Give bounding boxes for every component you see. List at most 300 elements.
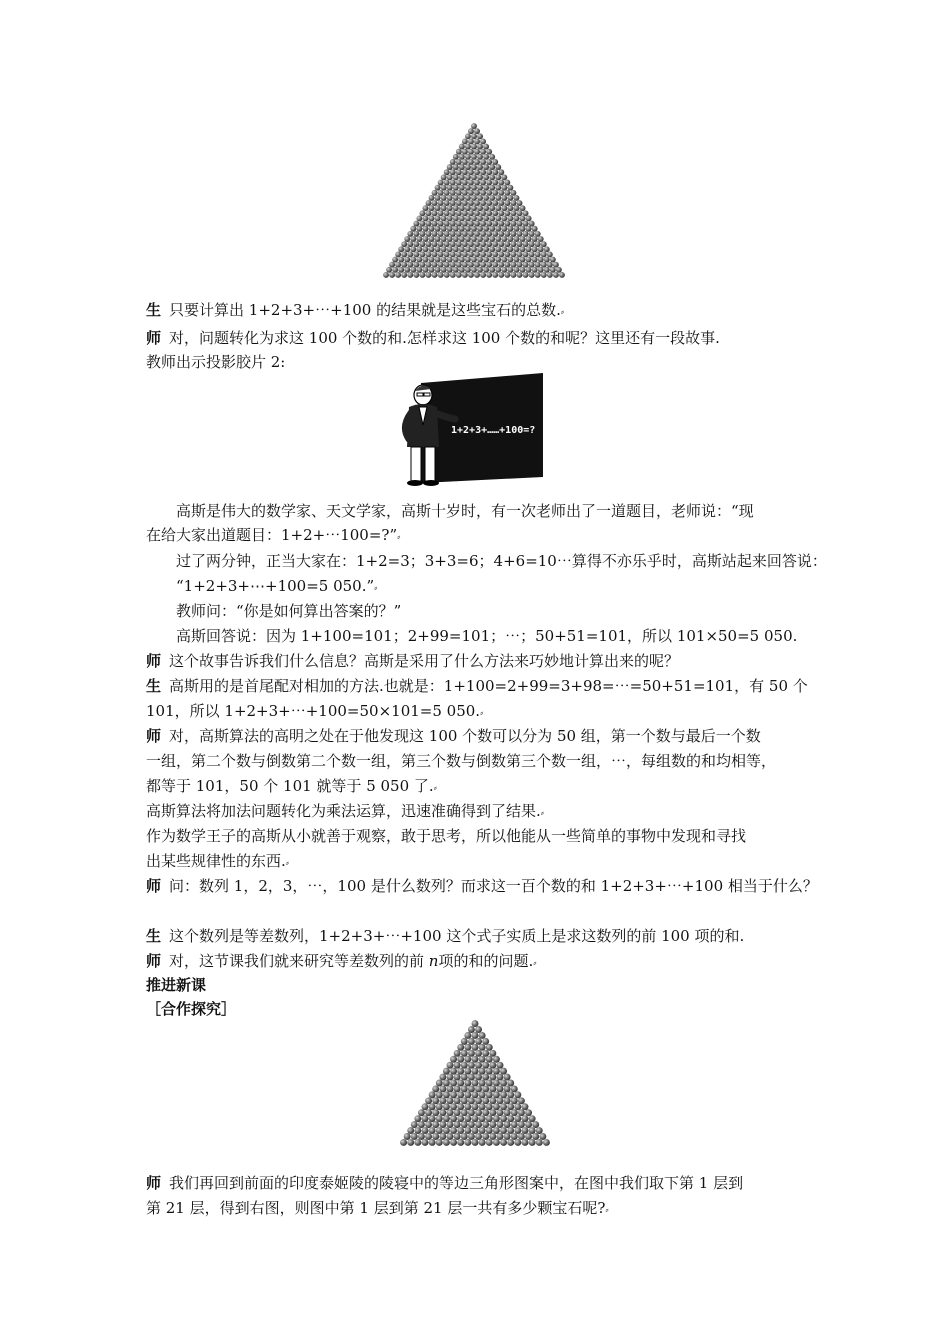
gem bbox=[462, 149, 468, 155]
gem bbox=[514, 236, 520, 242]
gem bbox=[459, 257, 465, 263]
gem bbox=[471, 144, 477, 150]
gem bbox=[465, 246, 471, 252]
gem bbox=[523, 221, 529, 227]
gem bbox=[538, 236, 544, 242]
gem bbox=[556, 267, 562, 273]
gem bbox=[471, 164, 477, 170]
gem bbox=[447, 1097, 454, 1104]
gem bbox=[432, 200, 438, 206]
gem bbox=[435, 246, 441, 252]
gem bbox=[429, 1115, 436, 1122]
gem bbox=[461, 1062, 468, 1069]
gem bbox=[489, 174, 495, 180]
line-summary-2a: 作为数学王子的高斯从小就善于观察，敢于思考，所以他能从一些简单的事物中发现和寻找 bbox=[146, 827, 747, 845]
gem bbox=[471, 174, 477, 180]
gem bbox=[456, 241, 462, 247]
gem bbox=[492, 251, 498, 257]
gem bbox=[475, 1097, 482, 1104]
gem bbox=[501, 195, 507, 201]
gem bbox=[435, 226, 441, 232]
gem bbox=[477, 216, 483, 222]
line-teacher-3c: 都等于 101，50 个 101 就等于 5 050 了.⸗ bbox=[146, 777, 438, 795]
gem bbox=[432, 1097, 439, 1104]
gem bbox=[544, 257, 550, 263]
gem bbox=[468, 262, 474, 268]
gem bbox=[497, 1074, 504, 1081]
gem bbox=[464, 1127, 471, 1134]
gem bbox=[529, 1127, 536, 1134]
gem bbox=[426, 200, 432, 206]
gem bbox=[429, 1139, 436, 1146]
gem bbox=[498, 221, 504, 227]
gem bbox=[465, 236, 471, 242]
gem bbox=[511, 1133, 518, 1140]
gem bbox=[500, 1068, 507, 1075]
gem bbox=[480, 272, 486, 278]
gem bbox=[498, 262, 504, 268]
gem bbox=[541, 251, 547, 257]
gem bbox=[447, 1109, 454, 1116]
gem bbox=[468, 1133, 475, 1140]
gem bbox=[441, 236, 447, 242]
gem bbox=[532, 226, 538, 232]
gem bbox=[461, 1097, 468, 1104]
gem bbox=[495, 164, 501, 170]
gem bbox=[471, 154, 477, 160]
gem bbox=[464, 1139, 471, 1146]
gem bbox=[436, 1115, 443, 1122]
gem bbox=[459, 174, 465, 180]
gem bbox=[492, 241, 498, 247]
gem bbox=[529, 221, 535, 227]
gem bbox=[489, 154, 495, 160]
gem bbox=[501, 267, 507, 273]
gem bbox=[535, 272, 541, 278]
gem bbox=[518, 1109, 525, 1116]
gem bbox=[493, 1068, 500, 1075]
gem bbox=[416, 267, 422, 273]
gem bbox=[468, 231, 474, 237]
gem bbox=[400, 1139, 407, 1146]
gem bbox=[436, 1080, 443, 1087]
gem bbox=[426, 241, 432, 247]
gem bbox=[474, 262, 480, 268]
gem bbox=[453, 226, 459, 232]
gem bbox=[453, 257, 459, 263]
gem bbox=[457, 1139, 464, 1146]
gem bbox=[550, 257, 556, 263]
gem bbox=[523, 231, 529, 237]
gem bbox=[486, 231, 492, 237]
gem bbox=[389, 272, 395, 278]
gem bbox=[479, 1032, 486, 1039]
gem bbox=[438, 262, 444, 268]
gem bbox=[541, 241, 547, 247]
gem bbox=[483, 164, 489, 170]
gem bbox=[465, 154, 471, 160]
gem bbox=[468, 241, 474, 247]
gem bbox=[498, 190, 504, 196]
gem bbox=[514, 1103, 521, 1110]
gem bbox=[497, 1062, 504, 1069]
gem bbox=[383, 272, 389, 278]
gem bbox=[447, 195, 453, 201]
gem bbox=[475, 1038, 482, 1045]
line-teacher-1: 师 对，问题转化为求这 100 个数的和.怎样求这 100 个数的和呢？这里还有一段故事. bbox=[146, 329, 720, 347]
gem bbox=[443, 1115, 450, 1122]
gem bbox=[461, 1109, 468, 1116]
gem bbox=[410, 246, 416, 252]
gem bbox=[489, 205, 495, 211]
line-teacher-projection: 教师出示投影胶片 2: bbox=[146, 353, 286, 371]
gem bbox=[461, 1038, 468, 1045]
gem bbox=[547, 262, 553, 268]
gem bbox=[447, 205, 453, 211]
gem bbox=[457, 1068, 464, 1075]
gem bbox=[465, 174, 471, 180]
gem bbox=[510, 262, 516, 268]
gem bbox=[459, 144, 465, 150]
gem bbox=[483, 195, 489, 201]
gem bbox=[514, 205, 520, 211]
gem bbox=[532, 257, 538, 263]
gem bbox=[436, 1139, 443, 1146]
gem bbox=[401, 262, 407, 268]
gem bbox=[416, 216, 422, 222]
gem bbox=[474, 200, 480, 206]
gem bbox=[495, 236, 501, 242]
gem bbox=[454, 1121, 461, 1128]
gem bbox=[486, 1080, 493, 1087]
gem bbox=[482, 1133, 489, 1140]
gem bbox=[457, 1091, 464, 1098]
gem bbox=[462, 190, 468, 196]
gem bbox=[489, 1097, 496, 1104]
gem bbox=[461, 1133, 468, 1140]
gem bbox=[511, 1121, 518, 1128]
gem bbox=[404, 236, 410, 242]
gem bbox=[447, 164, 453, 170]
gem bbox=[522, 1139, 529, 1146]
gem bbox=[517, 262, 523, 268]
gem bbox=[418, 1109, 425, 1116]
gem bbox=[422, 1103, 429, 1110]
gem bbox=[479, 1115, 486, 1122]
gem bbox=[489, 246, 495, 252]
gem bbox=[453, 164, 459, 170]
gem bbox=[514, 267, 520, 273]
gem bbox=[462, 169, 468, 175]
gem bbox=[507, 257, 513, 263]
gem bbox=[419, 251, 425, 257]
gem bbox=[493, 1103, 500, 1110]
gem bbox=[504, 251, 510, 257]
gem bbox=[459, 246, 465, 252]
gem bbox=[472, 1127, 479, 1134]
gem bbox=[483, 246, 489, 252]
line-student-2b: 101，所以 1+2+3+⋯+100=50×101=5 050.⸗ bbox=[146, 702, 484, 720]
gem bbox=[493, 1139, 500, 1146]
gem bbox=[526, 267, 532, 273]
blackboard-equation: 1+2+3+……+100=? bbox=[451, 425, 536, 436]
gem bbox=[453, 236, 459, 242]
gem bbox=[492, 180, 498, 186]
gem bbox=[489, 1074, 496, 1081]
gem bbox=[439, 1085, 446, 1092]
gem bbox=[482, 1038, 489, 1045]
gem bbox=[520, 246, 526, 252]
gem bbox=[500, 1091, 507, 1098]
gem bbox=[482, 1109, 489, 1116]
gem bbox=[495, 174, 501, 180]
gem bbox=[423, 216, 429, 222]
gem bbox=[441, 185, 447, 191]
gem bbox=[495, 246, 501, 252]
gem bbox=[474, 190, 480, 196]
gem bbox=[471, 185, 477, 191]
gem bbox=[486, 1127, 493, 1134]
gem bbox=[522, 1115, 529, 1122]
gem bbox=[468, 1097, 475, 1104]
story-paragraph-1b: 在给大家出道题目：1+2+⋯100=?”⸗ bbox=[146, 526, 401, 544]
line-teacher-5: 师 对，这节课我们就来研究等差数列的前 n项的和的问题.⸗ bbox=[146, 952, 537, 970]
gem bbox=[507, 205, 513, 211]
gem bbox=[413, 231, 419, 237]
gem bbox=[462, 262, 468, 268]
gem bbox=[518, 1133, 525, 1140]
gem bbox=[454, 1074, 461, 1081]
gem bbox=[510, 200, 516, 206]
gem bbox=[498, 180, 504, 186]
gem-pyramid-21-layers-image bbox=[400, 1020, 550, 1146]
gem bbox=[395, 262, 401, 268]
story-paragraph-4: 高斯回答说：因为 1+100=101；2+99=101；⋯；50+51=101，所以 101×50=5 050. bbox=[176, 627, 798, 645]
gem bbox=[486, 159, 492, 165]
gem bbox=[414, 1139, 421, 1146]
gem bbox=[489, 236, 495, 242]
gem bbox=[462, 221, 468, 227]
gem bbox=[498, 231, 504, 237]
gem bbox=[482, 1050, 489, 1057]
gem bbox=[541, 262, 547, 268]
gem bbox=[416, 236, 422, 242]
gem bbox=[518, 1097, 525, 1104]
gem bbox=[483, 257, 489, 263]
gem bbox=[486, 190, 492, 196]
gem bbox=[477, 226, 483, 232]
gem bbox=[472, 1032, 479, 1039]
gem bbox=[454, 1133, 461, 1140]
gem bbox=[447, 1062, 454, 1069]
gem bbox=[429, 226, 435, 232]
gem bbox=[525, 1109, 532, 1116]
gem bbox=[498, 241, 504, 247]
gem bbox=[477, 205, 483, 211]
gem bbox=[450, 1127, 457, 1134]
gem bbox=[477, 267, 483, 273]
gem bbox=[462, 272, 468, 278]
gem bbox=[425, 1121, 432, 1128]
gem bbox=[472, 1068, 479, 1075]
story-paragraph-2b: “1+2+3+⋯+100=5 050.”⸗ bbox=[176, 577, 378, 595]
gem bbox=[507, 1091, 514, 1098]
gem bbox=[475, 1074, 482, 1081]
gem bbox=[536, 1127, 543, 1134]
gem bbox=[462, 241, 468, 247]
gem bbox=[453, 246, 459, 252]
gem bbox=[474, 128, 480, 134]
gem bbox=[472, 1020, 479, 1027]
gem bbox=[472, 1044, 479, 1051]
gem bbox=[517, 221, 523, 227]
gem bbox=[477, 164, 483, 170]
gem bbox=[529, 272, 535, 278]
gem bbox=[536, 1139, 543, 1146]
gem bbox=[475, 1121, 482, 1128]
gem bbox=[401, 251, 407, 257]
gem bbox=[479, 1056, 486, 1063]
gem bbox=[514, 1115, 521, 1122]
gem bbox=[489, 257, 495, 263]
gem bbox=[447, 246, 453, 252]
gem bbox=[474, 241, 480, 247]
gem bbox=[443, 1139, 450, 1146]
gem bbox=[423, 267, 429, 273]
gem bbox=[517, 200, 523, 206]
gem bbox=[480, 180, 486, 186]
gem bbox=[450, 262, 456, 268]
gem bbox=[486, 1103, 493, 1110]
gem bbox=[447, 1121, 454, 1128]
gem bbox=[468, 221, 474, 227]
gem bbox=[462, 159, 468, 165]
gem bbox=[457, 1115, 464, 1122]
gem bbox=[497, 1085, 504, 1092]
gem bbox=[486, 1091, 493, 1098]
gem bbox=[454, 1109, 461, 1116]
gem bbox=[423, 246, 429, 252]
gem bbox=[461, 1050, 468, 1057]
gem bbox=[535, 241, 541, 247]
gem bbox=[450, 1115, 457, 1122]
gem bbox=[429, 195, 435, 201]
gem bbox=[411, 1133, 418, 1140]
gem bbox=[475, 1062, 482, 1069]
gem bbox=[472, 1056, 479, 1063]
gem bbox=[447, 267, 453, 273]
gem bbox=[520, 257, 526, 263]
gem bbox=[456, 262, 462, 268]
gem bbox=[457, 1103, 464, 1110]
gem bbox=[432, 190, 438, 196]
gem bbox=[438, 241, 444, 247]
gem bbox=[538, 246, 544, 252]
gem bbox=[411, 1121, 418, 1128]
gem bbox=[483, 185, 489, 191]
gem bbox=[450, 231, 456, 237]
gem bbox=[486, 1115, 493, 1122]
gem bbox=[456, 251, 462, 257]
gem bbox=[456, 159, 462, 165]
gem bbox=[459, 236, 465, 242]
gem bbox=[507, 267, 513, 273]
gem bbox=[432, 1121, 439, 1128]
gem bbox=[486, 210, 492, 216]
gem bbox=[471, 267, 477, 273]
gem bbox=[454, 1097, 461, 1104]
gem bbox=[479, 1139, 486, 1146]
gem bbox=[407, 262, 413, 268]
gem bbox=[514, 226, 520, 232]
gem bbox=[468, 138, 474, 144]
gem bbox=[483, 236, 489, 242]
gem bbox=[395, 251, 401, 257]
gem bbox=[482, 1062, 489, 1069]
gem bbox=[435, 257, 441, 263]
gem bbox=[495, 226, 501, 232]
gem bbox=[507, 226, 513, 232]
gem bbox=[429, 267, 435, 273]
gem bbox=[392, 267, 398, 273]
gem bbox=[468, 1121, 475, 1128]
gem bbox=[468, 190, 474, 196]
gem bbox=[529, 231, 535, 237]
gem bbox=[529, 1139, 536, 1146]
gem bbox=[486, 200, 492, 206]
gem bbox=[423, 257, 429, 263]
gem bbox=[447, 1074, 454, 1081]
gem bbox=[419, 272, 425, 278]
line-teacher-2: 师 这个故事告诉我们什么信息？高斯是采用了什么方法来巧妙地计算出来的呢？ bbox=[146, 652, 680, 670]
gem bbox=[520, 267, 526, 273]
gem bbox=[514, 195, 520, 201]
gem bbox=[480, 200, 486, 206]
gem bbox=[429, 1127, 436, 1134]
gem bbox=[444, 210, 450, 216]
gem bbox=[529, 251, 535, 257]
gem bbox=[480, 241, 486, 247]
gem bbox=[398, 246, 404, 252]
gem bbox=[483, 154, 489, 160]
gem bbox=[553, 262, 559, 268]
gem bbox=[447, 216, 453, 222]
gem bbox=[444, 272, 450, 278]
gem bbox=[523, 251, 529, 257]
gem bbox=[468, 1085, 475, 1092]
gem bbox=[419, 221, 425, 227]
gem bbox=[461, 1074, 468, 1081]
gem bbox=[522, 1127, 529, 1134]
gem bbox=[489, 164, 495, 170]
gem bbox=[435, 195, 441, 201]
gem bbox=[486, 241, 492, 247]
gem bbox=[510, 272, 516, 278]
gem bbox=[456, 272, 462, 278]
gem bbox=[501, 246, 507, 252]
line-teacher-4: 师 问：数列 1，2，3，⋯，100 是什么数列？而求这一百个数的和 1+2+3+⋯+100 相当于什么？ bbox=[146, 877, 818, 895]
story-paragraph-1a: 高斯是伟大的数学家、天文学家，高斯十岁时，有一次老师出了一道题目，老师说：“现 bbox=[176, 502, 754, 520]
gem bbox=[465, 267, 471, 273]
gem bbox=[464, 1091, 471, 1098]
gem bbox=[507, 1115, 514, 1122]
gem bbox=[510, 210, 516, 216]
gem bbox=[486, 262, 492, 268]
gem bbox=[464, 1044, 471, 1051]
gem bbox=[504, 190, 510, 196]
gem bbox=[459, 195, 465, 201]
gem bbox=[447, 236, 453, 242]
